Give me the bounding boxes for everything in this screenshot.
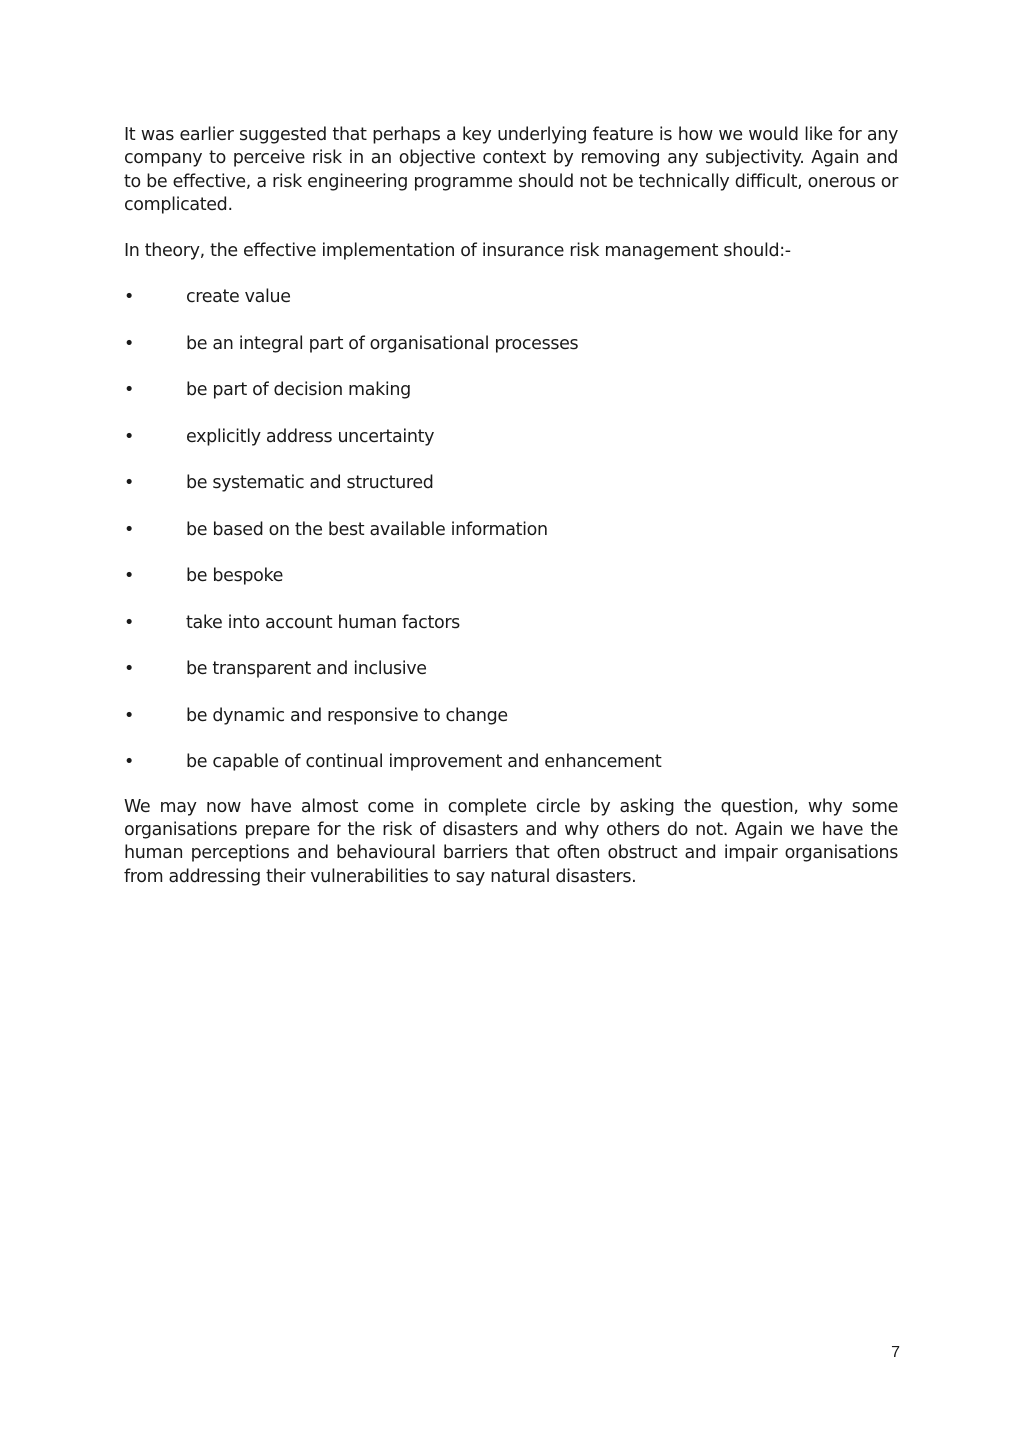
list-item [124, 333, 898, 356]
bullet-icon: • [124, 705, 134, 726]
bullet-icon: • [124, 659, 134, 680]
list-item-text: be based on the best available information [186, 519, 548, 540]
bullet-icon: • [124, 287, 134, 308]
bullet-list [124, 286, 898, 774]
bullet-icon: • [124, 333, 134, 354]
list-item [124, 612, 898, 635]
list-item-text: create value [186, 287, 291, 308]
list-item [124, 565, 898, 588]
list-item [124, 379, 898, 402]
list-item-text: be an integral part of organisational processes [186, 333, 579, 354]
list-item [124, 751, 898, 774]
list-item [124, 286, 898, 309]
bullet-icon: • [124, 380, 134, 401]
bullet-icon: • [124, 473, 134, 494]
list-item-text: be systematic and structured [186, 473, 434, 494]
bullet-icon: • [124, 612, 134, 633]
intro-paragraph: It was earlier suggested that perhaps a key underlying feature is how we would like for any company to perceive risk in an objective context by removing any subjectivity. Again and to be effective, a risk engineering programme should not be technically difficult, onerous or complicated. [124, 125, 898, 215]
closing-paragraph: We may now have almost come in complete circle by asking the question, why some organisations prepare for the risk of disasters and why others do not. Again we have the human perceptions and behavioural barriers that often obstruct and impair organisations from addressing their vulnerabilities to say natural disasters. [124, 796, 898, 887]
list-item-text: explicitly address uncertainty [186, 426, 435, 447]
bullet-icon: • [124, 519, 134, 540]
bullet-icon: • [124, 752, 134, 773]
lead-in-paragraph: In theory, the effective implementation of insurance risk management should:- [124, 241, 791, 262]
bullet-icon: • [124, 426, 134, 447]
list-item [124, 472, 898, 495]
list-item [124, 705, 898, 728]
list-item-text: be bespoke [186, 566, 284, 587]
bullet-icon: • [124, 566, 134, 587]
list-item [124, 426, 898, 449]
list-item-text: be transparent and inclusive [186, 659, 427, 680]
list-item [124, 658, 898, 681]
list-item-text: be capable of continual improvement and enhancement [186, 752, 662, 773]
page-body [124, 124, 898, 912]
page-number: 7 [891, 1344, 900, 1361]
list-item-text: be dynamic and responsive to change [186, 705, 508, 726]
list-item-text: be part of decision making [186, 380, 411, 401]
list-item [124, 519, 898, 542]
list-item-text: take into account human factors [186, 612, 460, 633]
